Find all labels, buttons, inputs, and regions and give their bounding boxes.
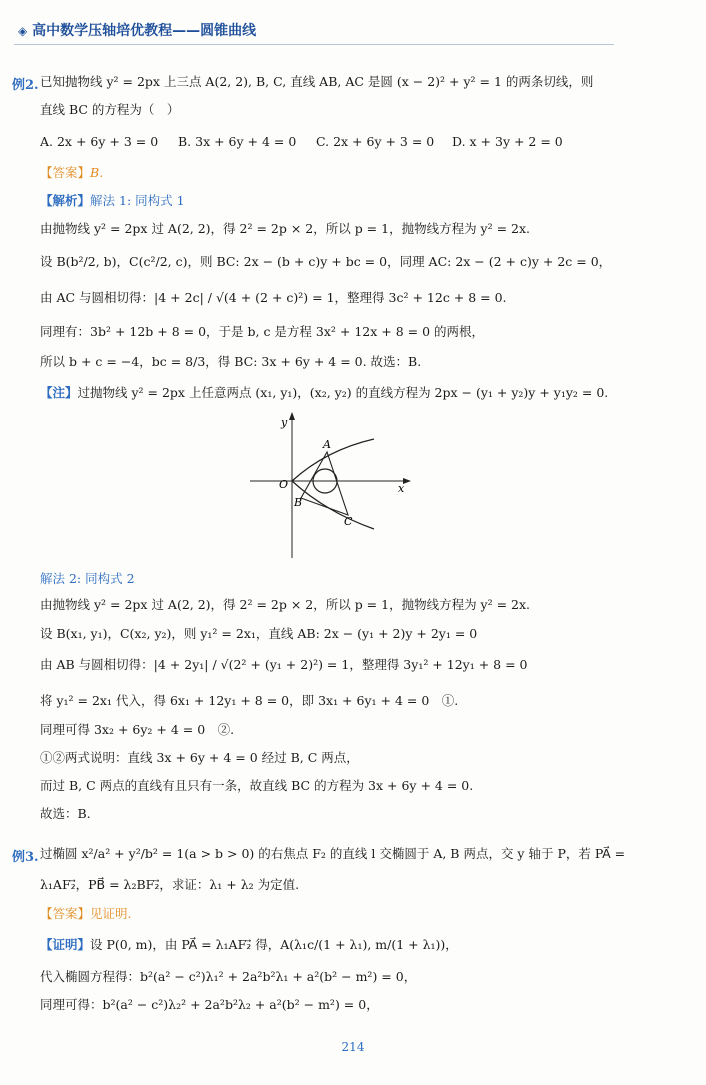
example-2-question-line-1: 已知抛物线 y² = 2px 上三点 A(2, 2), B, C, 直线 AB, AC 是圆 (x − 2)² + y² = 1 的两条切线，则 — [40, 74, 594, 89]
method-1-line-1: 由抛物线 y² = 2px 过 A(2, 2)，得 2² = 2p × 2，所以 p = 1，抛物线方程为 y² = 2x. — [40, 221, 531, 236]
proof-line-1: 设 P(0, m)，由 PA⃗ = λ₁AF₂⃗ 得，A(λ₁c/(1 + λ₁), m/(1 + λ₁))， — [90, 937, 458, 952]
method-1-line-4: 同理有：3b² + 12b + 8 = 0，于是 b, c 是方程 3x² + 12x + 8 = 0 的两根， — [40, 324, 485, 339]
parabola-figure — [246, 408, 416, 560]
method-2-line-3: 由 AB 与圆相切得：|4 + 2y₁| / √(2² + (y₁ + 2)²) = 1，整理得 3y₁² + 12y₁ + 8 = 0 — [40, 657, 528, 672]
y-axis-arrow-icon — [289, 412, 295, 420]
option-b: B. 3x + 6y + 4 = 0 — [178, 134, 297, 149]
method-2-title: 解法 2: 同构式 2 — [40, 571, 135, 586]
note-tag: 【注】 — [40, 385, 78, 400]
header-logo-icon: ◈ — [18, 24, 28, 38]
y-axis-label: y — [281, 416, 288, 429]
method-2-line-1: 由抛物线 y² = 2px 过 A(2, 2)，得 2² = 2p × 2，所以 p = 1，抛物线方程为 y² = 2x. — [40, 597, 531, 612]
method-1-line-2: 设 B(b²/2, b)，C(c²/2, c)，则 BC: 2x − (b + c)y + bc = 0，同理 AC: 2x − (2 + c)y + 2c = 0， — [40, 254, 612, 269]
origin-label: O — [279, 478, 289, 491]
example-2-question-line-2: 直线 BC 的方程为（ ） — [40, 102, 180, 117]
header-title: ◈ 高中数学压轴培优教程——圆锥曲线 — [18, 23, 257, 39]
answer-tag: 【答案】 — [40, 165, 91, 180]
option-c: C. 2x + 6y + 3 = 0 — [316, 134, 435, 149]
point-c-label: C — [344, 515, 353, 528]
example-3-answer-row — [40, 905, 132, 923]
method-2-line-8: 故选：B. — [40, 806, 91, 821]
proof-line-3: 同理可得：b²(a² − c²)λ₂² + 2a²b²λ₂ + a²(b² − m²) = 0， — [40, 997, 379, 1012]
header-divider — [14, 44, 614, 45]
example-3-label: 例3. — [12, 850, 39, 865]
method-2-line-7: 而过 B, C 两点的直线有且只有一条，故直线 BC 的方程为 3x + 6y + 4 = 0. — [40, 778, 474, 793]
example-3-answer-value: 见证明. — [90, 906, 132, 921]
parabola-curve — [292, 439, 374, 529]
note-row — [40, 384, 608, 402]
option-a: A. 2x + 6y + 3 = 0 — [40, 134, 159, 149]
method-2-line-2: 设 B(x₁, y₁)，C(x₂, y₂)，则 y₁² = 2x₁，直线 AB: 2x − (y₁ + 2)y + 2y₁ = 0 — [40, 626, 478, 641]
analysis-row — [40, 192, 185, 210]
example-3-question-line-1: 过椭圆 x²/a² + y²/b² = 1(a > b > 0) 的右焦点 F₂ 的直线 l 交椭圆于 A, B 两点，交 y 轴于 P，若 PA⃗ = — [40, 846, 626, 861]
example-3-question-line-2: λ₁AF₂⃗，PB⃗ = λ₂BF₂⃗，求证：λ₁ + λ₂ 为定值. — [40, 877, 300, 892]
proof-line-2: 代入椭圆方程得：b²(a² − c²)λ₁² + 2a²b²λ₁ + a²(b² − m²) = 0， — [40, 969, 417, 984]
point-a-label: A — [323, 438, 331, 451]
method-2-line-4: 将 y₁² = 2x₁ 代入，得 6x₁ + 12y₁ + 8 = 0，即 3x₁ + 6y₁ + 4 = 0 ①. — [40, 693, 459, 708]
method-2-line-5: 同理可得 3x₂ + 6y₂ + 4 = 0 ②. — [40, 722, 235, 737]
x-axis-label: x — [398, 482, 405, 495]
page-number: 214 — [341, 1040, 365, 1054]
example-3-answer-tag: 【答案】 — [40, 906, 91, 921]
example-2-label: 例2. — [12, 78, 39, 93]
method-1-title: 解法 1: 同构式 1 — [90, 193, 185, 208]
proof-tag: 【证明】 — [40, 937, 91, 952]
method-1-line-5: 所以 b + c = −4，bc = 8/3，得 BC: 3x + 6y + 4 = 0. 故选：B. — [40, 354, 422, 369]
analysis-tag: 【解析】 — [40, 193, 91, 208]
option-d: D. x + 3y + 2 = 0 — [452, 134, 563, 149]
answer-value: B. — [90, 165, 104, 180]
answer-row — [40, 164, 103, 182]
method-1-line-3: 由 AC 与圆相切得：|4 + 2c| / √(4 + (2 + c)²) = 1，整理得 3c² + 12c + 8 = 0. — [40, 290, 507, 305]
method-2-line-6: ①②两式说明：直线 3x + 6y + 4 = 0 经过 B, C 两点， — [40, 750, 359, 765]
proof-row — [40, 936, 458, 954]
point-b-label: B — [294, 496, 303, 509]
note-text: 过抛物线 y² = 2px 上任意两点 (x₁, y₁)，(x₂, y₂) 的直线方程为 2px − (y₁ + y₂)y + y₁y₂ = 0. — [77, 385, 609, 400]
